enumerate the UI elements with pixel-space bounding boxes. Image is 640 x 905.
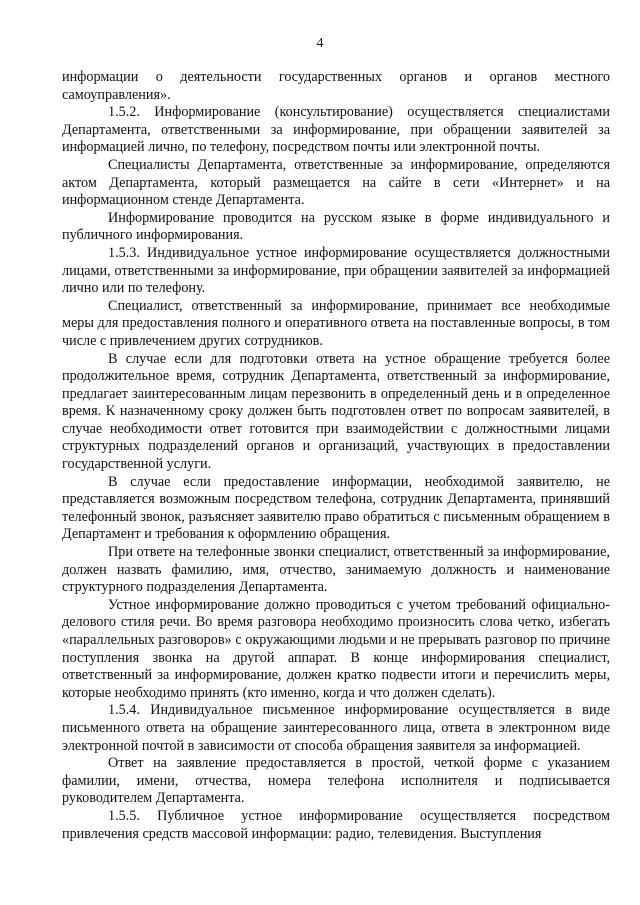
paragraph: информации о деятельности государственных органов и органов местного самоуправления». <box>62 69 610 103</box>
document-body <box>62 69 610 843</box>
paragraph: Специалист, ответственный за информирование, принимает все необходимые меры для предоставления полного и оперативного ответа на поставленные вопросы, в том числе с привлечением других сотрудников. <box>62 297 610 349</box>
paragraph: 1.5.3. Индивидуальное устное информирование осуществляется должностными лицами, ответственными за информирование, при обращении заявителей за информацией лично или по телефону. <box>62 244 610 297</box>
paragraph: Устное информирование должно проводиться с учетом требований официально-делового стиля речи. Во время разговора необходимо произносить слова четко, избегать «параллельных разговоров» с окружающими людьми и не прерывать разговор по причине поступления звонка на другой аппарат. В конце информирования специалист, ответственный за информирование, должен кратко подвести итоги и перечислить меры, которые необходимо принять (кто именно, когда и что должен сделать). <box>62 596 610 701</box>
page-number: 4 <box>316 36 324 51</box>
paragraph: Ответ на заявление предоставляется в простой, четкой форме с указанием фамилии, имени, отчества, номера телефона исполнителя и подписывается руководителем Департамента. <box>62 755 610 807</box>
paragraph: Информирование проводится на русском языке в форме индивидуального и публичного информирования. <box>62 209 610 244</box>
paragraph: 1.5.2. Информирование (консультирование) осуществляется специалистами Департамента, ответственными за информирование, при обращении заявителей за информацией лично, по телефону, посредством почты или электронной почты. <box>62 104 610 156</box>
paragraph: Специалисты Департамента, ответственные за информирование, определяются актом Департамента, который размещается на сайте в сети «Интернет» и на информационном стенде Департамента. <box>62 156 610 209</box>
paragraph: В случае если предоставление информации, необходимой заявителю, не представляется возможным посредством телефона, сотрудник Департамента, принявший телефонный звонок, разъясняет заявителю право обратиться с письменным обращением в Департамент и требования к оформлению обращения. <box>62 473 610 543</box>
paragraph: При ответе на телефонные звонки специалист, ответственный за информирование, должен назвать фамилию, имя, отчество, занимаемую должность и наименование структурного подразделения Департамента. <box>62 544 610 596</box>
paragraph: 1.5.4. Индивидуальное письменное информирование осуществляется в виде письменного ответа на обращение заинтересованного лица, ответа в электронном виде электронной почтой в зависимости от способа обращения заявителя за информацией. <box>62 702 610 754</box>
paragraph: 1.5.5. Публичное устное информирование осуществляется посредством привлечения средств массовой информации: радио, телевидения. Выступления <box>62 807 610 842</box>
paragraph: В случае если для подготовки ответа на устное обращение требуется более продолжительное время, сотрудник Департамента, ответственный за информирование, предлагает заинтересованным лицам перезвонить в определенный день и в определенное время. К назначенному сроку должен быть подготовлен ответ по вопросам заявителей, в случае необходимости ответ готовится при взаимодействии с должностными лицами структурных подразделений органов и организаций, участвующих в предоставлении государственной услуги. <box>62 350 610 473</box>
